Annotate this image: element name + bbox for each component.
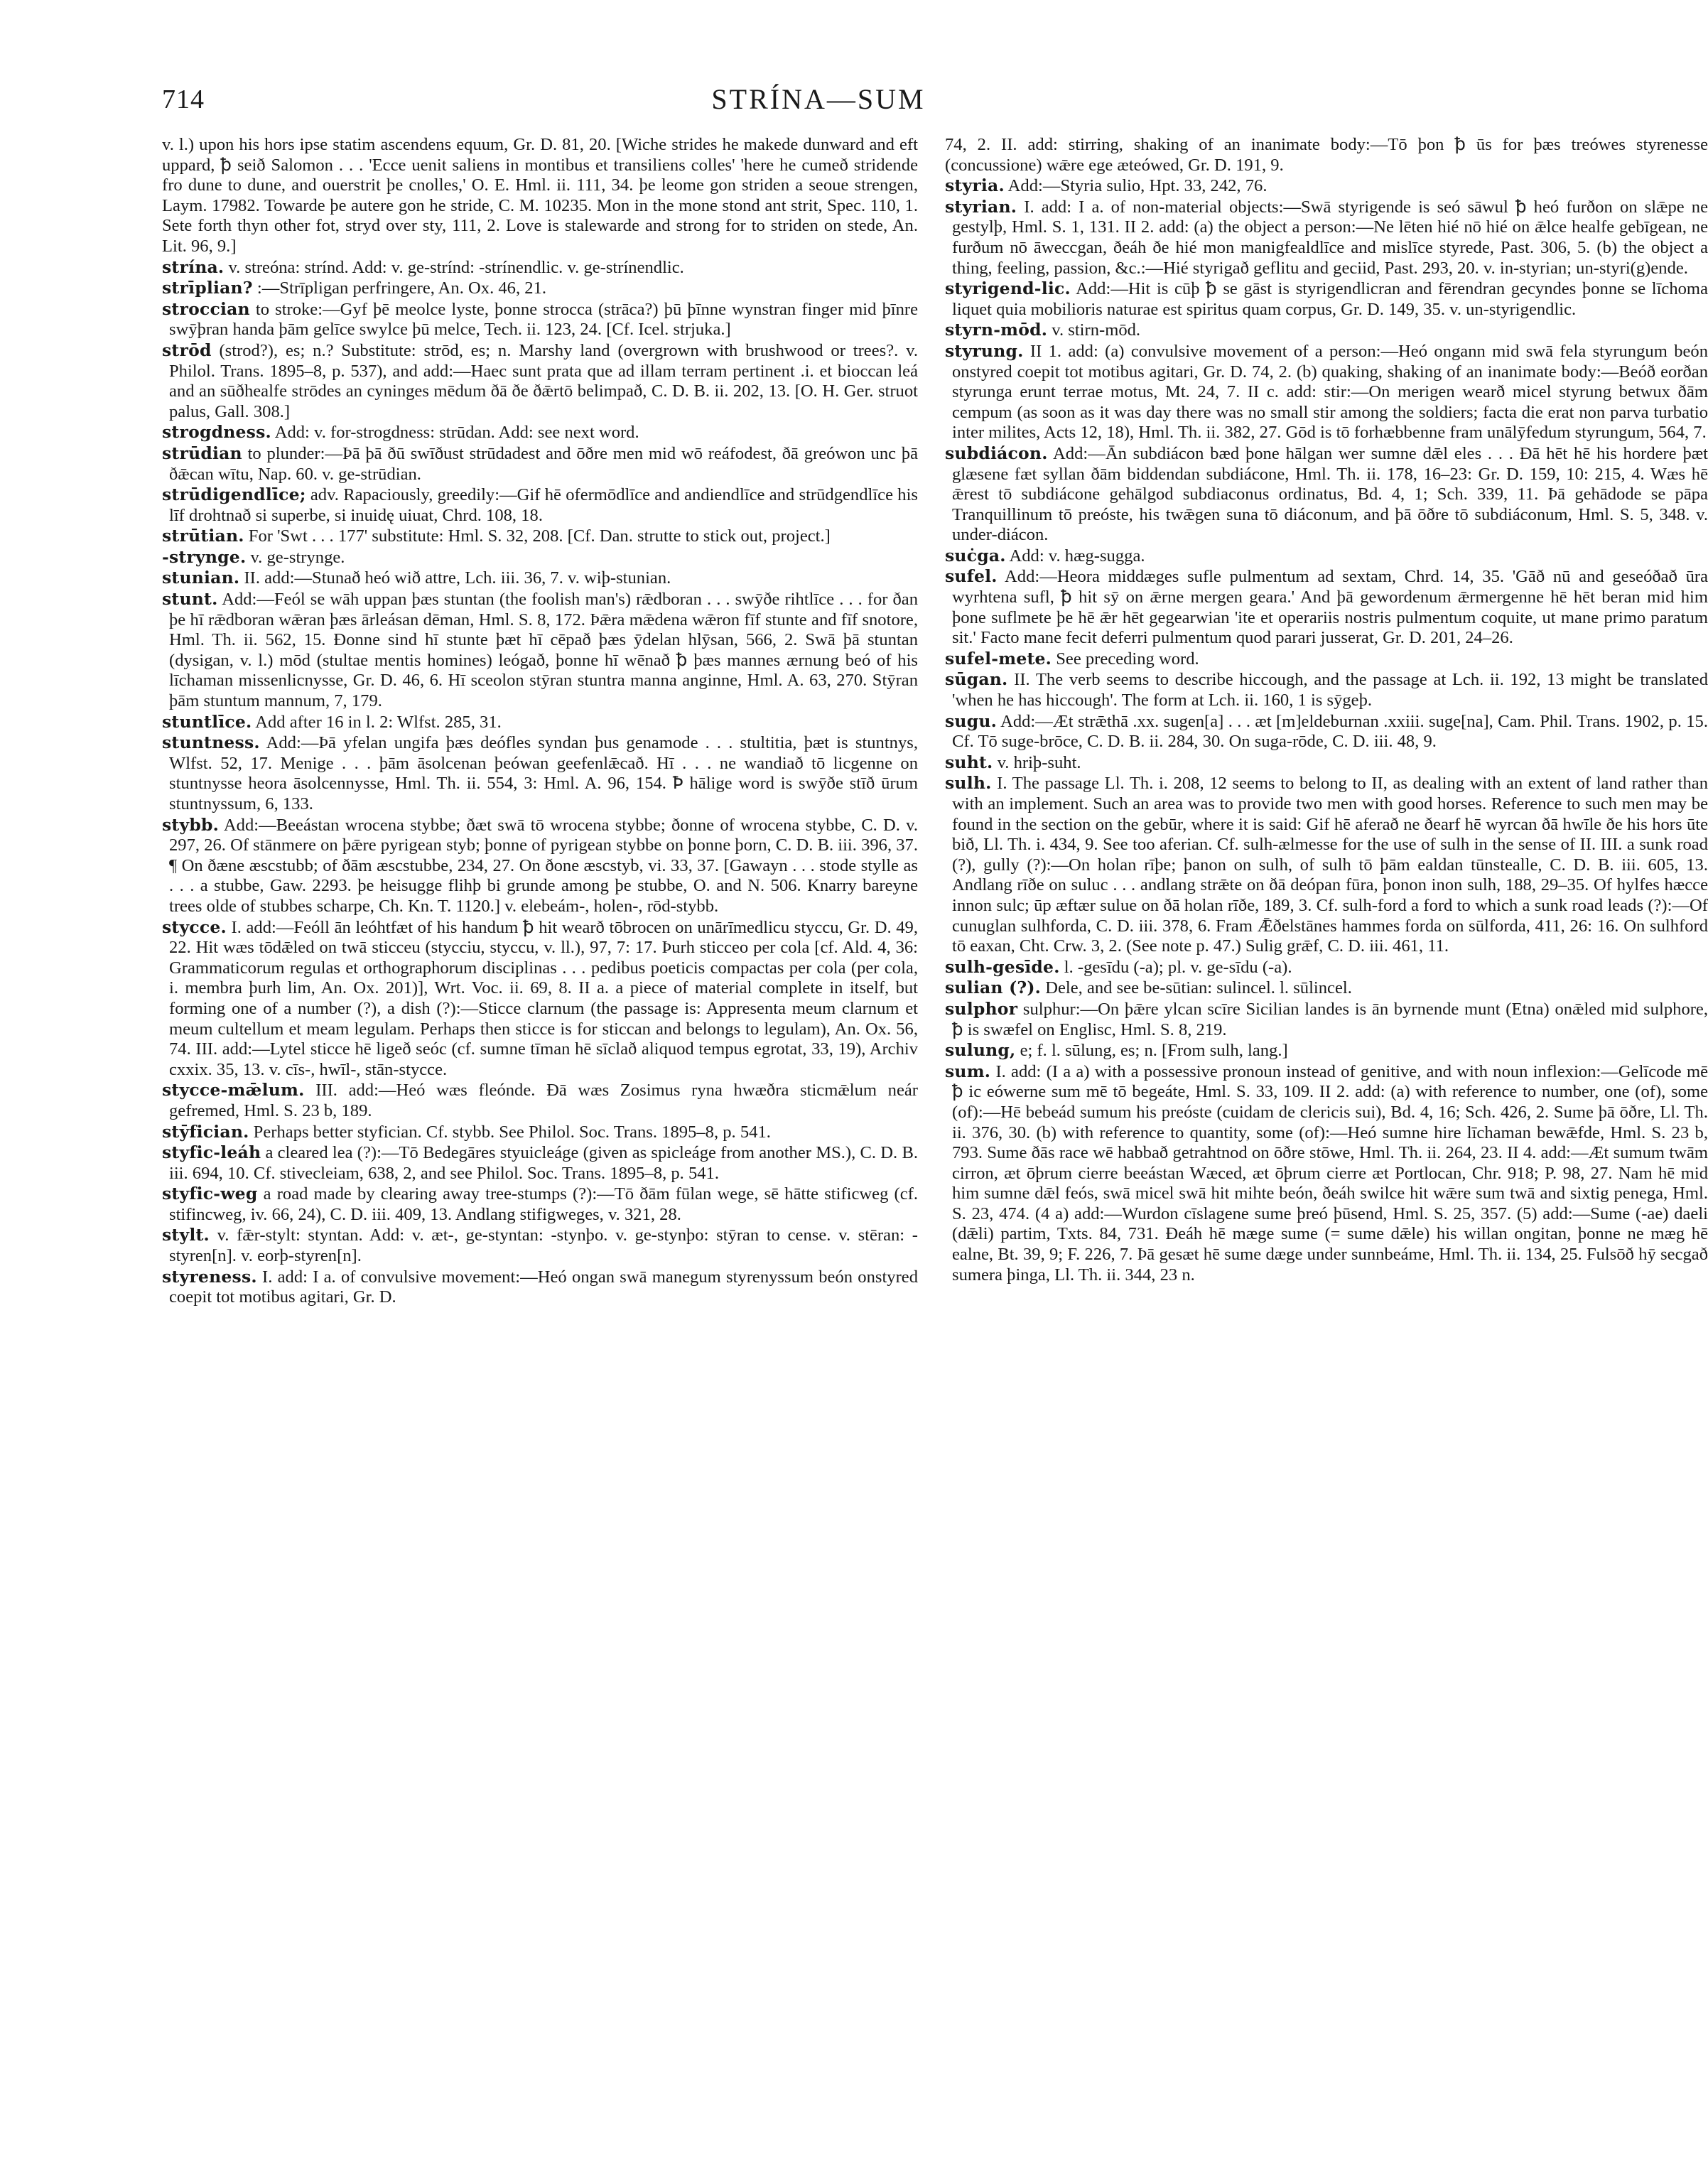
- running-head: STRÍNA—SUM: [711, 83, 926, 115]
- dictionary-entry: [162, 1184, 918, 1225]
- dictionary-entry: [162, 278, 918, 299]
- headword: sulian (?).: [945, 978, 1042, 998]
- entry-text: sulphur:—On þǣre ylcan scīre Sicilian landes is ān byrnende munt (Etna) onǣled mid sulphore, ꝥ is swæfel on Englisc, Hml. S. 8, 219.: [952, 999, 1708, 1039]
- dictionary-entry: [162, 732, 918, 814]
- headword: styfic-weg: [162, 1184, 258, 1204]
- entry-text: Add:—Heora middæges sufle pulmentum ad sextam, Chrd. 14, 35. 'Gāð nū and geseóðað ūra wyrhtena sufl, ꝥ hit sȳ on ǣrne mergen geara.' And þā gewordenum ǣrmergenne hē hēt beran mid him þone suflmete þe hē ǣr hēt gegearwian 'ite et operariis nostris pulmentum coquite, ut mane primo paratum sit.' Facto mane fecit deferri pulmentum quod parari jusserat, Gr. D. 201, 24–26.: [952, 567, 1708, 648]
- entry-text: Add:—Beeástan wrocena stybbe; ðæt swā tō wrocena stybbe; ðonne of wrocena stybbe, C. D. v. 297, 26. Of stānmere on þǣre pyrigean styb; þonne of pyrigean stybbe on þonne þorn, C. D. B. iii. 396, 37. ¶ On ðæne æscstubb; of ðām æscstubbe, 234, 27. On ðone æscstyb, vi. 33, 37. [Gawayn . . . stode stylle as . . . a stubbe, Gaw. 2293. þe heisugge flihþ bi grunde among þe stubbe, O. and N. 506. Knarry bareyne trees olde of stubbes scharpe, Ch. Kn. T. 1120.] v. elebeám-, holen-, rōd-stybb.: [169, 815, 918, 916]
- dictionary-entry: [162, 340, 918, 422]
- headword: styrian.: [945, 196, 1017, 217]
- dictionary-entry: [945, 566, 1708, 648]
- dictionary-entry: [945, 341, 1708, 443]
- entry-text: v. fǣr-stylt: styntan. Add: v. æt-, ge-styntan: -stynþo. v. ge-stynþo: stȳran to cense. v. stēran: -styren[n]. v. eorþ-styren[n].: [169, 1226, 918, 1266]
- entry-text: Add:—Æt strǣthā .xx. sugen[a] . . . æt [m]eldeburnan .xxiii. suge[na], Cam. Phil. Trans. 1902, p. 15. Cf. Tō suge-brōce, C. D. B. ii. 284, 30. On suga-rōde, C. D. iii. 48, 9.: [952, 711, 1708, 752]
- entry-text: to plunder:—Þā þā ðū swīðust strūdadest and ōðre men mid wō reáfodest, ðā greówon unc þā ðǣcan wītu, Nap. 60. v. ge-strūdian.: [169, 443, 918, 484]
- headword: stuntlīce.: [162, 711, 252, 732]
- dictionary-entry: [945, 175, 1708, 197]
- dictionary-entry: [162, 547, 918, 568]
- headword: sugu.: [945, 710, 998, 731]
- dictionary-entry: [945, 957, 1708, 978]
- dictionary-entry: [162, 1267, 918, 1308]
- headword: strūdian: [162, 443, 242, 463]
- headword: sulh-gesīde.: [945, 956, 1060, 977]
- headword: stroccian: [162, 298, 250, 319]
- headword: sufel-mete.: [945, 648, 1052, 669]
- dictionary-entry: [162, 1122, 918, 1143]
- headword: stycce.: [162, 916, 227, 937]
- dictionary-entry: [162, 917, 918, 1081]
- headword: styreness.: [162, 1266, 257, 1287]
- dictionary-entry: [162, 299, 918, 340]
- dictionary-entry: [945, 669, 1708, 710]
- entry-text: II 1. add: (a) convulsive movement of a person:—Heó ongann mid swā fela styrungum beón onstyred coepit tot motibus agitari, Gr. D. 74, 2. (b) quaking, shaking of an inanimate body:—Beóð eorðan styrunga erunt terrae motus, Mt. 24, 7. II c. add: stir:—On merigen wearð micel styrung betwux ðām cempum (as soon as it was day there was no small stir among the soldiers; facta die erat non parva turbatio inter milites, Acts 12, 18), Hml. Th. ii. 382, 27. Gōd is tō forhæbbenne fram unālȳfedum styrungum, 564, 7.: [952, 341, 1708, 443]
- headword: styrigend-lic.: [945, 278, 1071, 299]
- entry-text: I. add:—Feóll ān leóhtfæt of his handum ꝥ hit wearð tōbrocen on unārīmedlicu styccu, Gr. D. 49, 22. Hit wæs tōdǣled on twā sticceu (stycciu, styccu, v. ll.), 97, 7: 17. Þurh sticceo per cola [cf. Ald. 4, 36: Grammaticorum regulas et orthographorum disciplinas . . . pedibus poeticis compactas per cola (per cola, i. membra þurh lim, An. Ox. 201)], Wrt. Voc. ii. 69, 8. II a. a piece of material complete in itself, but forming one of a number (?), a dish (?):—Sticce clarnum (the passage is: Appresenta meum clarnum et meum cultellum et meam legulam. Perhaps then sticce is for sticcan and belongs to legulam), An. Ox. 56, 74. III. add:—Lytel sticce hē ligeð seóc (cf. sumne tīman hē sīclað aliquod tempus egrotat, 33, 19), Archiv cxxix. 35, 13. v. cīs-, hwīl-, stān-stycce.: [169, 917, 918, 1079]
- dictionary-entry: [162, 1142, 918, 1184]
- headword: sum.: [945, 1061, 991, 1081]
- entry-text: Add:—Þā yfelan ungifa þæs deófles syndan þus genamode . . . stultitia, þæt is stuntnys, Wlfst. 52, 17. Menige . . . þām āsolcenan þeówan geefenlǣcað. Hī . . . ne wandiað tō licgenne on stuntnysse heora āsolcennysse, Hml. Th. ii. 554, 3: Hml. A. 96, 154. Ꝥ hālige word is swȳðe stīð ūrum stuntnyssum, 6, 133.: [169, 733, 918, 813]
- dictionary-entry: [945, 752, 1708, 774]
- page-number: 714: [162, 85, 205, 114]
- entry-text: II. The verb seems to describe hiccough, and the passage at Lch. ii. 192, 13 might be translated 'when he has hiccough'. The form at Lch. ii. 160, 1 is sȳgeþ.: [952, 670, 1708, 710]
- headword: stunt.: [162, 589, 218, 610]
- headword: -strynge.: [162, 546, 247, 567]
- dictionary-entry: [162, 589, 918, 712]
- dictionary-entry: [945, 978, 1708, 999]
- dictionary-entry: [945, 546, 1708, 567]
- headword: sufel.: [945, 566, 998, 587]
- entry-text: v. l.) upon his hors ipse statim ascendens equum, Gr. D. 81, 20. [Wiche strides he makede dunward and eft uppard, ꝥ seið Salomon . . . 'Ecce uenit saliens in montibus et transiliens colles' 'here he cumeð stridende fro dune to dune, and ouerstrit þe cnolles,' O. E. Hml. ii. 111, 34. þe leome gon striden a seoue strengen, Laym. 17982. Towarde þe autere gon he stride, C. M. 10235. Mon in the mone stond ant strit, Spec. 110, 1. Sete forth thyn other fot, stryd over sty, 111, 2. Love is stalewarde and strong for to striden on stede, An. Lit. 96, 9.]: [162, 135, 918, 256]
- entry-text: v. hriþ-suht.: [997, 752, 1081, 772]
- dictionary-entry: [945, 773, 1708, 956]
- entry-text: v. streóna: strínd. Add: v. ge-strínd: -strínendlic. v. ge-strínendlic.: [228, 257, 684, 277]
- headword: styria.: [945, 175, 1005, 196]
- dictionary-entry: [945, 711, 1708, 752]
- entry-text: v. stirn-mōd.: [1052, 320, 1141, 340]
- headword: styrn-mōd.: [945, 320, 1048, 340]
- entry-text: Add:—Styria sulio, Hpt. 33, 242, 76.: [1007, 176, 1268, 196]
- headword: styrung.: [945, 340, 1024, 361]
- entry-text: :—Strīpligan perfringere, An. Ox. 46, 21.: [256, 278, 547, 298]
- left-column: [162, 135, 918, 1308]
- entry-text: Add: v. hæg-sugga.: [1009, 546, 1145, 566]
- dictionary-entry: [945, 1040, 1708, 1061]
- entry-text: I. add: I a. of non-material objects:—Swā styrigende is seó sāwul ꝥ heó furðon on slǣpe ne gestylþ, Hml. S. 1, 131. II 2. add: (a) the object a person:—Ne lēten hié nō hié on ǣlce healfe gebīgean, ne furðum nō āweccgan, ðeáh ðe hié mon manigfealdlīce and mislīce styrede, Past. 306, 5. (b) the object a thing, feeling, passion, &c.:—Hié styrigað geflitu and geciid, Past. 293, 20. v. in-styrian; un-styri(g)ende.: [952, 197, 1708, 278]
- headword: stȳfician.: [162, 1121, 249, 1142]
- headword: suċga.: [945, 545, 1006, 566]
- dictionary-entry: [945, 197, 1708, 278]
- dictionary-entry: [162, 443, 918, 485]
- headword: stuntness.: [162, 732, 260, 753]
- entry-text: 74, 2. II. add: stirring, shaking of an inanimate body:—Tō þon ꝥ ūs for þæs treówes styrenesse (concussione) wǣre ege æteówed, Gr. D. 191, 9.: [945, 135, 1708, 175]
- entry-text: v. ge-strynge.: [250, 547, 345, 567]
- entry-text: III. add:—Heó wæs fleónde. Ðā wæs Zosimus ryna hwæðra sticmǣlum neár gefremed, Hml. S. 23 b, 189.: [169, 1081, 918, 1120]
- headword: stylt.: [162, 1225, 210, 1245]
- entry-text: a road made by clearing away tree-stumps (?):—Tō ðām fūlan wege, sē hātte stificweg (cf. stifincweg, iv. 66, 24), C. D. iii. 409, 13. Andlang stifigweges, v. 321, 28.: [169, 1184, 918, 1224]
- entry-text: I. The passage Ll. Th. i. 208, 12 seems to belong to II, as dealing with an extent of land rather than with an implement. Such an area was to provide two men with good horses. Reference to such men may be found in the section on the gebūr, where it is said: Gif hē aferað ne ðearf hē wyrcan ðā hwīle ðe his hors ūte bið, Ll. Th. i. 434, 9. See too aferian. Cf. sulh-ælmesse for the use of sulh in the sense of II. III. a sunk road (?), gully (?):—On holan rīþe; þanon on sulh, of sulh tō þām ealdan tūnstealle, C. D. B. iii. 605, 13. Andlang rīðe on suluc . . . andlang strǣte on ðā deópan fūra, þonon inon sulh, 188, 29–35. Of hylfes hæcce innon sulc; ūp æftær sulue on ðā holan rīðe, 189, 3. Cf. sulh-ford a ford to which a sunk road leads (?):—Of cunuglan sulhforda, C. D. iii. 378, 6. Fram Ǣðelstānes hammes forda on sūlforda, 411, 26: 16. On sulhford tō eaxan, Cht. Crw. 3, 2. (See note p. 47.) Sulig grǣf, C. D. iii. 461, 11.: [952, 774, 1708, 956]
- headword: stunian.: [162, 568, 240, 588]
- entry-text: Add after 16 in l. 2: Wlfst. 285, 31.: [255, 712, 502, 732]
- headword: strūdigendlīce;: [162, 485, 306, 505]
- dictionary-entry: [945, 320, 1708, 341]
- dictionary-entry: [945, 1061, 1708, 1286]
- headword: sūgan.: [945, 669, 1008, 690]
- entry-text: Add:—Feól se wāh uppan þæs stuntan (the foolish man's) rǣdboran . . . swȳðe rihtlīce . . . for ðan þe hī rǣdboran wǣran þæs ārleásan dēman, Hml. S. 8, 172. Þǣra mǣdena wǣron fīf stunte and fīf snotore, Hml. Th. ii. 562, 15. Ðonne sind hī stunte þæt hī cēpað þæs ȳdelan hlȳsan, 566, 2. Swā þā stuntan (dysigan, v. l.) mōd (stultae mentis homines) leógað, þonne hī wēnað ꝥ þæs mannes ærnung beó of his līchaman missenlicnysse, Gr. D. 46, 6. Hī sceolon stȳran stuntra manna anginne, Hml. A. 63, 270. Stȳran þām stuntum mannum, 7, 179.: [169, 590, 919, 711]
- right-column: [945, 135, 1708, 1285]
- headword: subdiácon.: [945, 443, 1048, 463]
- entry-text: (strod?), es; n.? Substitute: strōd, es; n. Marshy land (overgrown with brushwood or trees?. v. Philol. Trans. 1895–8, p. 537), and add:—Haec sunt prata que ad illam terram pertinent .i. et bioccan leá and an sūðhealfe strōdes an cyninges mēdum ðā ðe ðǣrtō belimpað, C. D. B. ii. 202, 13. [O. H. Ger. struot palus, Gall. 308.]: [169, 340, 918, 421]
- headword: strūtian.: [162, 526, 244, 546]
- headword: sulung,: [945, 1040, 1016, 1061]
- entry-text: Add:—Ān subdiácon bæd þone hālgan wer sumne dǣl eles . . . Ðā hēt hē his hordere þæt glæsene fæt syllan ðām biddendan subdiácone, Hml. Th. ii. 178, 16–23: Gr. D. 159, 10: 215, 4. Wæs hē ǣrest tō subdiácone gehālgod subdiaconus ordinatus, Bd. 4, 1; Sch. 339, 11. Þā gehādode se pāpa Tranquillinum tō preóste, his twǣgen suna tō diáconum, and þā ōðre tō subdiáconum, Hml. S. 5, 348. v. under-diácon.: [952, 443, 1708, 545]
- headword: styfic-leáh: [162, 1142, 261, 1163]
- headword: sulphor: [945, 998, 1018, 1019]
- headword: strína.: [162, 256, 225, 277]
- entry-text: to stroke:—Gyf þē meolce lyste, þonne strocca (strāca?) þū þīnne wynstran finger mid þīnre swȳþran handa þām gelīce swylce þū melce, Tech. ii. 123, 24. [Cf. Icel. strjuka.]: [169, 299, 918, 340]
- entry-text: I. add: I a. of convulsive movement:—Heó ongan swā manegum styrenyssum beón onstyred coepit tot motibus agitari, Gr. D.: [169, 1267, 918, 1307]
- dictionary-entry: [162, 568, 918, 589]
- dictionary-entry: [945, 649, 1708, 670]
- headword: sulh.: [945, 773, 992, 794]
- entry-text: a cleared lea (?):—Tō Bedegāres styuicleáge (given as spicleáge from another MS.), C. D. B. iii. 694, 10. Cf. stivecleiam, 638, 2, and see Philol. Soc. Trans. 1895–8, p. 541.: [169, 1143, 918, 1183]
- entry-continuation: [945, 135, 1708, 175]
- entry-text: Perhaps better styfician. Cf. stybb. See Philol. Soc. Trans. 1895–8, p. 541.: [253, 1122, 771, 1142]
- dictionary-entry: [162, 815, 918, 917]
- entry-text: adv. Rapaciously, greedily:—Gif hē ofermōdlīce and andiendlīce and strūdgendlīce his līf drohtnað si superbe, si inuidę uiuat, Chrd. 108, 18.: [169, 485, 918, 525]
- dictionary-entry: [162, 1080, 918, 1121]
- entry-text: Add: v. for-strogdness: strūdan. Add: see next word.: [274, 423, 639, 443]
- dictionary-entry: [945, 443, 1708, 546]
- dictionary-entry: [945, 999, 1708, 1040]
- entry-text: II. add:—Stunað heó wið attre, Lch. iii. 36, 7. v. wiþ-stunian.: [244, 568, 671, 588]
- headword: stycce-mǣlum.: [162, 1080, 305, 1100]
- headword: suht.: [945, 752, 993, 772]
- headword: stybb.: [162, 814, 219, 835]
- entry-text: I. add: (I a a) with a possessive pronoun instead of genitive, and with noun inflexion:—Gelīcode mē ꝥ ic eówerne sum mē tō begeáte, Hml. S. 33, 109. II 2. add: (a) with reference to number, one (of), some (of):—Hē bebeád sumum his preóste (cuidam de clericis sui), Bd. 4, 16; Sch. 426, 2. Sume þā ōðre, Ll. Th. ii. 376, 30. (b) with reference to quantity, some (of):—Heó sumne hire līchaman bewǣfde, Hml. S. 23 b, 793. Sume ðās race wē habbað getrahtnod on ōðre stōwe, Hml. Th. ii. 264, 23. II 4. add:—Æt sumum twām cirron, æt ōþrum cierre beeástan Wæced, æt ōþrum cierre æt Portlocan, Chr. 918; P. 98, 27. Nam hē mid him sumne dǣl feós, swā micel swā hit mihte beón, ðeáh swilce hit wǣre sum twā and sixtig penega, Hml. S. 23, 474. (4 a) add:—Wurdon cīslagene sume þreó þūsend, Hml. S. 25, 357. (5) add:—Sume (-ae) daeli (dǣli) partim, Txts. 84, 731. Ðeáh hē mæge sume (= sume dǣle) his willan ongitan, þonne ne mæg hē ealne, Bt. 39, 9; F. 226, 7. Þā gesæt hē sume dæge under sunnbeáme, Hml. Th. ii. 134, 25. Fulsōð hȳ secgað sumera þinga, Ll. Th. ii. 344, 23 n.: [952, 1061, 1708, 1285]
- dictionary-entry: [162, 422, 918, 443]
- entry-text: Add:—Hit is cūþ ꝥ se gāst is styrigendlicran and fērendran gecyndes þonne se līchoma liquet quia mobilioris naturae est spiritus quam corpus, Gr. D. 149, 35. v. un-styrigendlic.: [952, 279, 1708, 319]
- dictionary-entry: [945, 278, 1708, 320]
- dictionary-entry: [162, 1225, 918, 1266]
- entry-text: For 'Swt . . . 177' substitute: Hml. S. 32, 208. [Cf. Dan. strutte to stick out, project.]: [248, 526, 831, 546]
- dictionary-entry: [162, 485, 918, 526]
- entry-text: e; f. l. sūlung, es; n. [From sulh, lang.]: [1020, 1041, 1288, 1061]
- entry-text: See preceding word.: [1056, 649, 1199, 669]
- headword: strogdness.: [162, 422, 271, 443]
- entry-text: Dele, and see be-sūtian: sulincel. l. sūlincel.: [1045, 978, 1352, 998]
- headword: strōd: [162, 340, 212, 360]
- entry-text: l. -gesīdu (-a); pl. v. ge-sīdu (-a).: [1064, 957, 1292, 977]
- dictionary-entry: [162, 257, 918, 278]
- dictionary-entry: [162, 712, 918, 733]
- entry-continuation: [162, 135, 918, 257]
- headword: strīplian?: [162, 278, 253, 298]
- dictionary-entry: [162, 526, 918, 547]
